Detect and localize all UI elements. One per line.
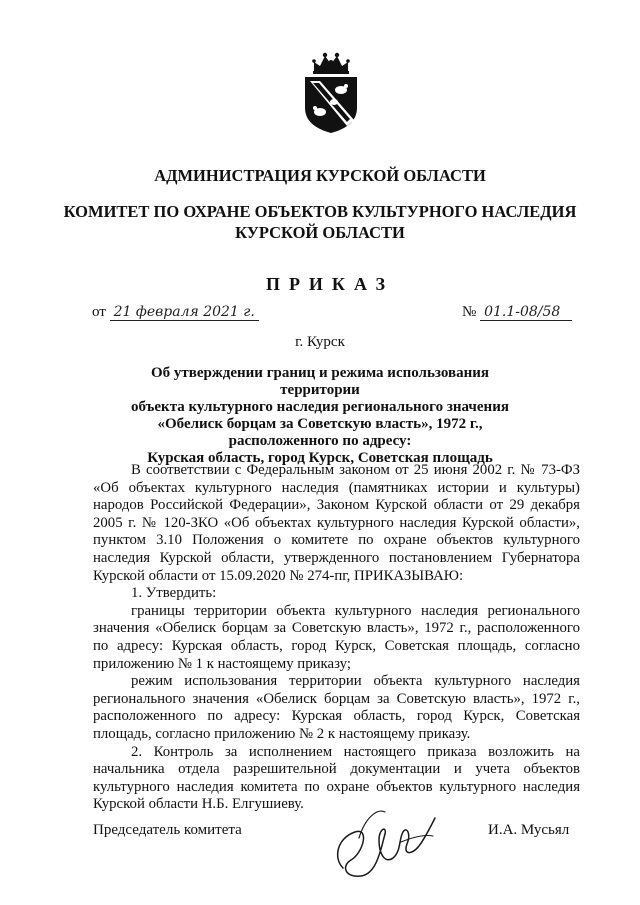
subject-line-2: объекта культурного наследия регионального значения xyxy=(131,399,509,415)
committee-title-line-1: КОМИТЕТ ПО ОХРАНЕ ОБЪЕКТОВ КУЛЬТУРНОГО НАСЛЕДИЯ xyxy=(63,202,577,221)
order-body xyxy=(93,462,580,814)
handwritten-number: 01.1-08/58 xyxy=(480,304,572,321)
subject-line-4: расположенного по адресу: xyxy=(228,433,412,449)
order-date xyxy=(92,304,259,321)
body-paragraph-preamble: В соответствии с Федеральным законом от 25 июня 2002 г. № 73-ФЗ «Об объектах культурного наследия (памятниках истории и культуры) народов Российской Федерации», Законом Курской области от 29 декабря 2005 г. № 120-ЗКО «Об объектах культурного наследия Курской области», пунктом 3.10 Положения о комитете по охране объектов культурного наследия Курской области, утвержденного постановлением Губернатора Курской области от 15.09.2020 № 274-пг, ПРИКАЗЫВАЮ: xyxy=(93,462,580,584)
order-number xyxy=(462,304,572,321)
number-prefix: № xyxy=(462,304,477,320)
administration-title: АДМИНИСТРАЦИЯ КУРСКОЙ ОБЛАСТИ xyxy=(154,166,486,185)
handwritten-date: 21 февраля 2021 г. xyxy=(110,304,259,321)
committee-title-line-2: КУРСКОЙ ОБЛАСТИ xyxy=(235,223,405,242)
date-prefix: от xyxy=(92,304,106,320)
signatory-name: И.А. Мусьял xyxy=(488,822,570,838)
body-paragraph-item-1: 1. Утвердить: xyxy=(131,585,217,602)
document-type-title: ПРИКАЗ xyxy=(265,274,395,294)
city-label: г. Курск xyxy=(295,334,345,350)
committee-title xyxy=(0,201,640,243)
subject-line-3: «Обелиск борцам за Советскую власть», 1972 г., xyxy=(157,416,483,432)
order-subject xyxy=(110,365,530,467)
body-paragraph-item-2: 2. Контроль за исполнением настоящего приказа возложить на начальника отдела разрешительной документации и учета объектов культурного наследия комитета по охране объектов культурного наследия Курской области Н.Б. Елгушиеву. xyxy=(93,743,580,813)
body-paragraph-regime: режим использования территории объекта культурного наследия регионального значения «Обелиск борцам за Советскую власть», 1972 г., расположенного по адресу: Курская область, город Курск, Советская площадь, согласно приложению № 2 к настоящему приказу. xyxy=(93,673,580,742)
signatory-position: Председатель комитета xyxy=(93,822,242,838)
kursk-coat-of-arms-icon xyxy=(300,50,362,134)
body-paragraph-boundaries: границы территории объекта культурного наследия регионального значения «Обелиск борцам за Советскую власть», 1972 г., расположенного по адресу: Курская область, город Курск, Советская площадь, согласно приложению № 1 к настоящему приказу; xyxy=(93,602,580,672)
handwritten-signature-icon xyxy=(315,798,445,888)
subject-line-5: Курская область, город Курск, Советская площадь xyxy=(147,450,493,466)
subject-line-1: Об утверждении границ и режима использования территории xyxy=(151,365,489,398)
